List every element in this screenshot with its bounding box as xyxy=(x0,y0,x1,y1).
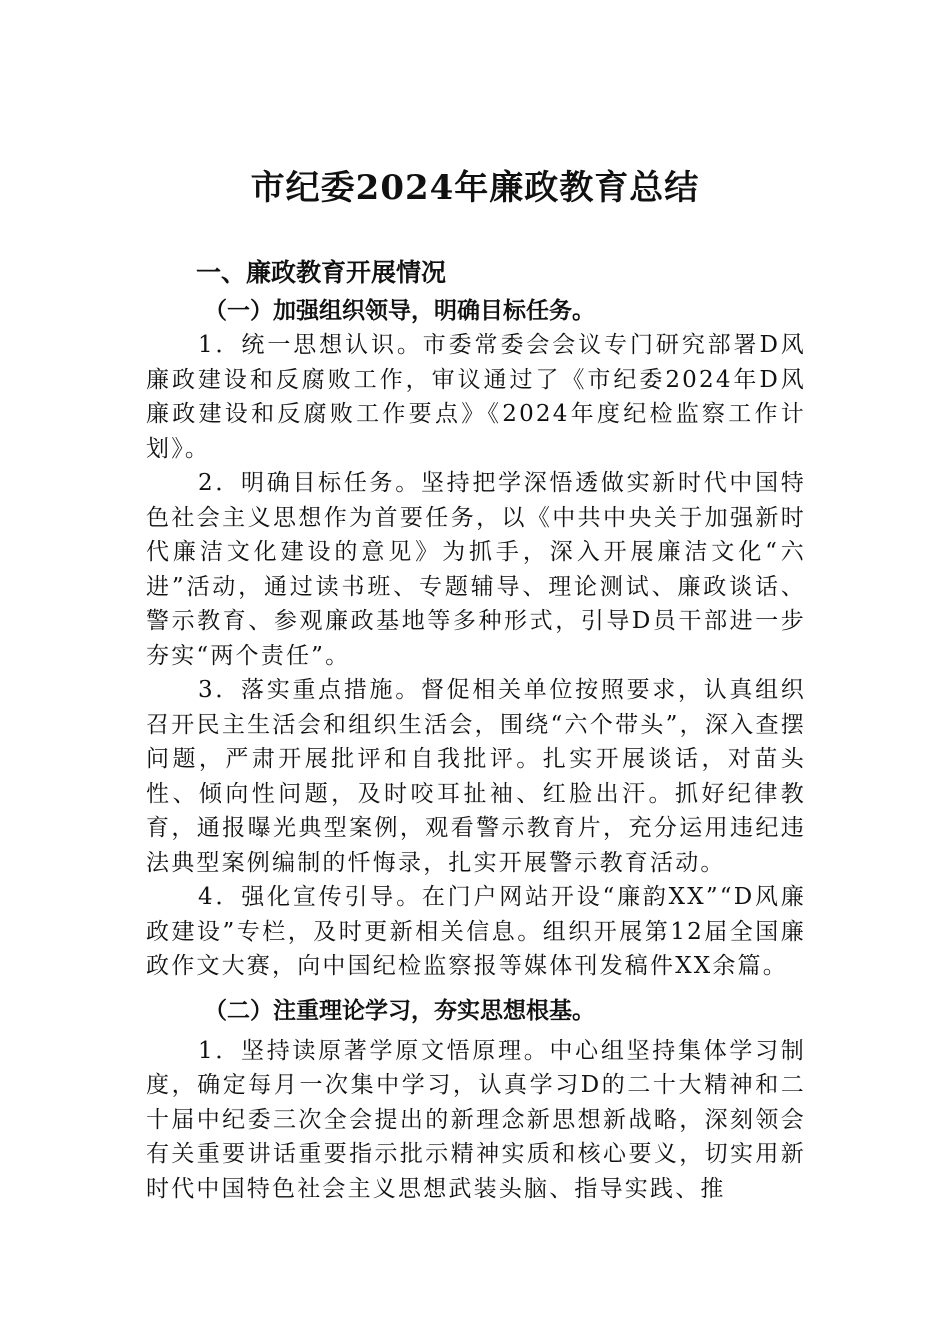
paragraph-5: 1．坚持读原著学原文悟原理。中心组坚持集体学习制度，确定每月一次集中学习，认真学习D的二十大精神和二十届中纪委三次全会提出的新理念新思想新战略，深刻领会有关重要讲话重要指示批示精神实质和核心要义，切实用新时代中国特色社会主义思想武装头脑、指导实践、推 xyxy=(146,1037,806,1202)
document-body xyxy=(146,252,806,1206)
paragraph-1: 1．统一思想认识。市委常委会会议专门研究部署D风廉政建设和反腐败工作，审议通过了《市纪委2024年D风廉政建设和反腐败工作要点》《2024年度纪检监察工作计划》。 xyxy=(146,332,806,462)
subsection-heading-2: （二）注重理论学习，夯实思想根基。 xyxy=(204,996,595,1024)
paragraph-2: 2．明确目标任务。坚持把学深悟透做实新时代中国特色社会主义思想作为首要任务，以《中共中央关于加强新时代廉洁文化建设的意见》为抓手，深入开展廉洁文化“六进”活动，通过读书班、专题辅导、理论测试、廉政谈话、警示教育、参观廉政基地等多种形式，引导D员干部进一步夯实“两个责任”。 xyxy=(146,470,806,669)
paragraph-4: 4．强化宣传引导。在门户网站开设“廉韵XX”“D风廉政建设”专栏，及时更新相关信息。组织开展第12届全国廉政作文大赛，向中国纪检监察报等媒体刊发稿件XX余篇。 xyxy=(146,884,806,979)
section-heading: 一、廉政教育开展情况 xyxy=(196,258,447,287)
paragraph-3: 3．落实重点措施。督促相关单位按照要求，认真组织召开民主生活会和组织生活会，围绕“六个带头”，深入查摆问题，严肃开展批评和自我批评。扎实开展谈话，对苗头性、倾向性问题，及时咬耳扯袖、红脸出汗。抓好纪律教育，通报曝光典型案例，观看警示教育片，充分运用违纪违法典型案例编制的忏悔录，扎实开展警示教育活动。 xyxy=(146,677,806,876)
subsection-heading-1: （一）加强组织领导，明确目标任务。 xyxy=(204,297,595,324)
document-title: 市纪委2024年廉政教育总结 xyxy=(250,168,700,208)
